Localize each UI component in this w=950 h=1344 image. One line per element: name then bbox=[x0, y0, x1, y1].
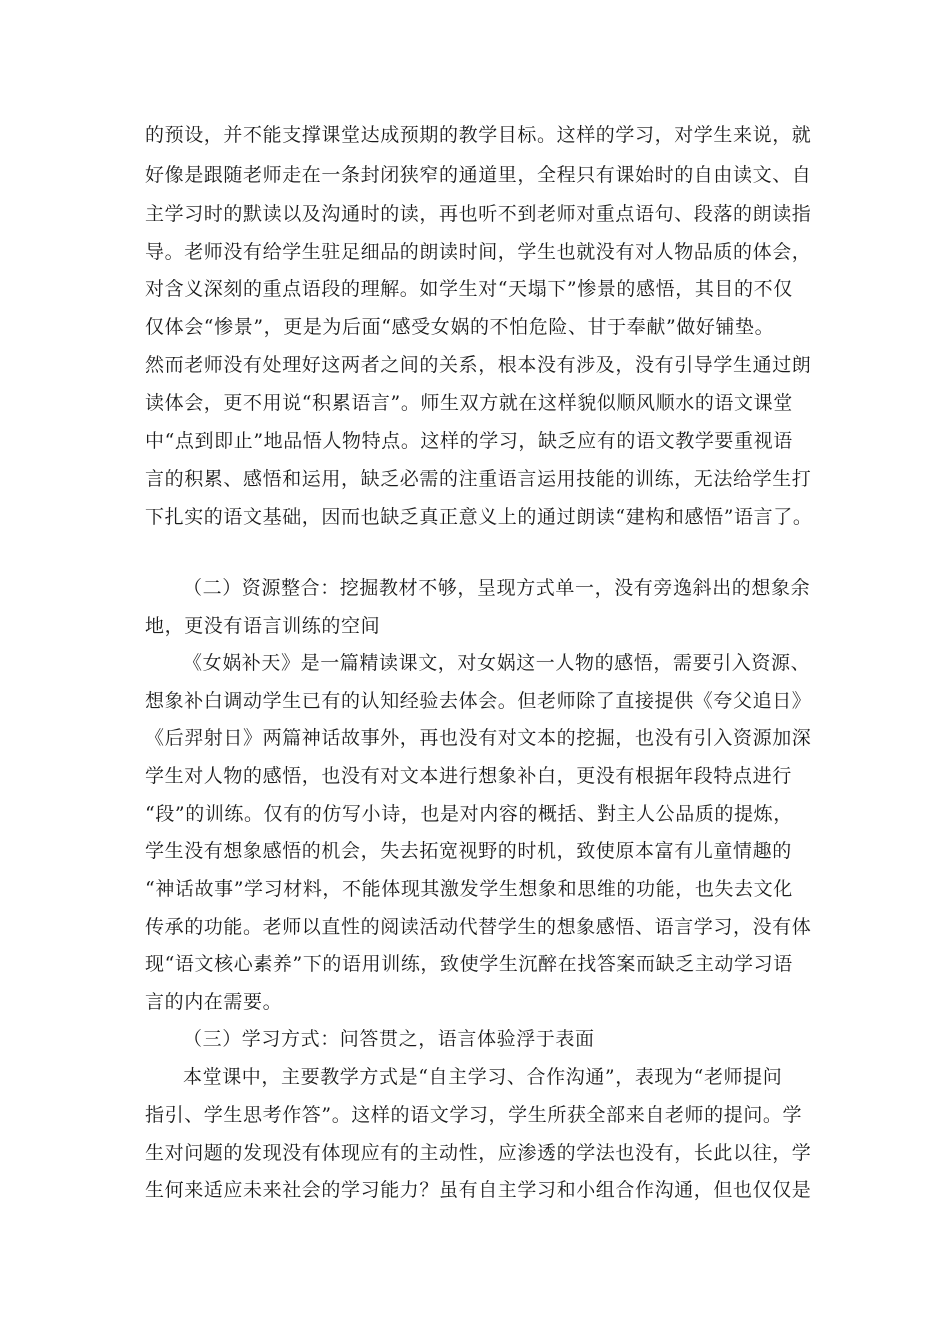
paragraph-line: 读体会，更不用说“积累语言”。师生双方就在这样貌似顺风顺水的语文课堂 bbox=[145, 392, 793, 414]
paragraph-line: 生对问题的发现没有体现应有的主动性，应渗透的学法也没有，长此以往，学 bbox=[145, 1142, 812, 1164]
paragraph-line: 言的内在需要。 bbox=[145, 991, 283, 1013]
paragraph-line: 现“语文核心素养”下的语用训练，致使学生沉醉在找答案而缺乏主动学习语 bbox=[145, 953, 793, 975]
paragraph-line: 然而老师没有处理好这两者之间的关系，根本没有涉及，没有引导学生通过朗 bbox=[145, 354, 812, 376]
paragraph-line: 仅体会“惨景”，更是为后面“感受女娲的不怕危险、甘于奉献”做好铺垫。 bbox=[145, 316, 775, 338]
paragraph-line: 学生对人物的感悟，也没有对文本进行想象补白，更没有根据年段特点进行 bbox=[145, 765, 792, 787]
paragraph-line: 对含义深刻的重点语段的理解。如学生对“天塌下”惨景的感悟，其目的不仅 bbox=[145, 278, 793, 300]
paragraph-line: “神话故事”学习材料，不能体现其激发学生想象和思维的功能，也失去文化 bbox=[145, 878, 793, 900]
paragraph-line: 的预设，并不能支撑课堂达成预期的教学目标。这样的学习，对学生来说，就 bbox=[145, 124, 812, 146]
paragraph-line: 中“点到即止”地品悟人物特点。这样的学习，缺乏应有的语文教学要重视语 bbox=[145, 430, 793, 452]
paragraph-line: 指引、学生思考作答”。这样的语文学习，学生所获全部来自老师的提问。学 bbox=[145, 1104, 803, 1126]
paragraph-line: 生何来适应未来社会的学习能力？虽有自主学习和小组合作沟通，但也仅仅是 bbox=[145, 1179, 812, 1201]
section-heading-2: （二）资源整合：挖掘教材不够，呈现方式单一，没有旁逸斜出的想象余 bbox=[183, 577, 811, 599]
paragraph-line: 主学习时的默读以及沟通时的读，再也听不到老师对重点语句、段落的朗读指 bbox=[145, 203, 812, 225]
section-heading-3: （三）学习方式：问答贯之，语言体验浮于表面 bbox=[183, 1028, 595, 1050]
paragraph-line: 导。老师没有给学生驻足细品的朗读时间，学生也就没有对人物品质的体会， bbox=[145, 241, 812, 263]
paragraph-line: 下扎实的语文基础，因而也缺乏真正意义上的通过朗读“建构和感悟”语言了。 bbox=[145, 506, 813, 528]
paragraph-line: 《女娲补天》是一篇精读课文，对女娲这一人物的感悟，需要引入资源、 bbox=[183, 652, 811, 674]
paragraph-line: “段”的训练。仅有的仿写小诗，也是对内容的概括、對主人公品质的提炼， bbox=[145, 803, 793, 825]
paragraph-line: 言的积累、感悟和运用，缺乏必需的注重语言运用技能的训练，无法给学生打 bbox=[145, 468, 812, 490]
paragraph-line: 《后羿射日》两篇神话故事外，再也没有对文本的挖掘，也没有引入资源加深 bbox=[145, 727, 812, 749]
paragraph-line: 传承的功能。老师以直性的阅读活动代替学生的想象感悟、语言学习，没有体 bbox=[145, 916, 812, 938]
paragraph-line: 好像是跟随老师走在一条封闭狭窄的通道里，全程只有课始时的自由读文、自 bbox=[145, 164, 812, 186]
section-heading-2-continued: 地，更没有语言训练的空间 bbox=[145, 615, 381, 637]
paragraph-line: 想象补白调动学生已有的认知经验去体会。但老师除了直接提供《夸父追日》 bbox=[145, 690, 812, 712]
paragraph-line: 学生没有想象感悟的机会，失去拓宽视野的时机，致使原本富有儿童情趣的 bbox=[145, 840, 792, 862]
paragraph-line: 本堂课中，主要教学方式是“自主学习、合作沟通”，表现为“老师提问 bbox=[183, 1066, 783, 1088]
